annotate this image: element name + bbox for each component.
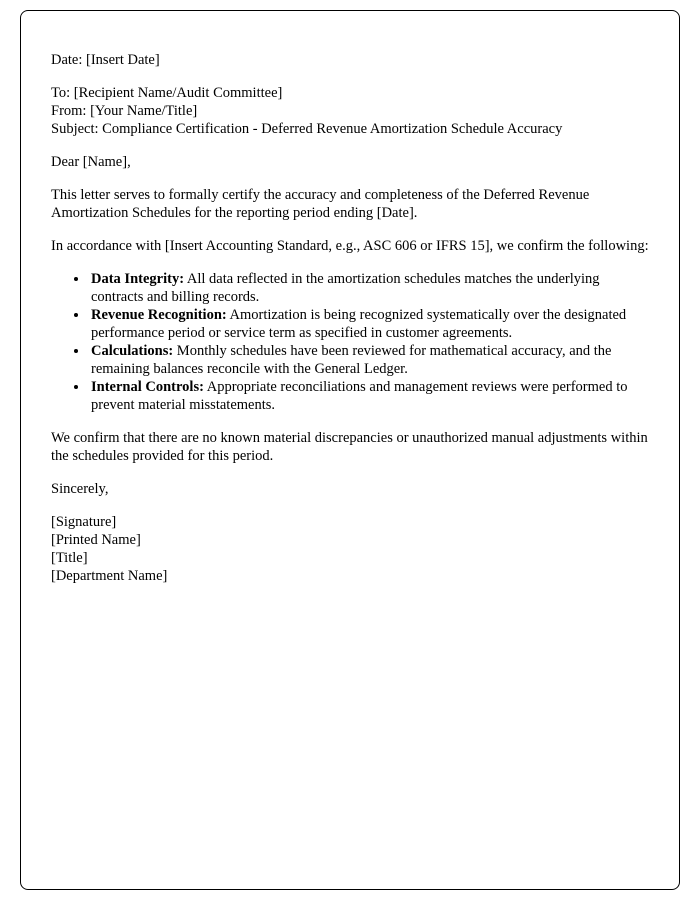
list-item — [89, 342, 649, 378]
intro-paragraph: This letter serves to formally certify the accuracy and completeness of the Deferred Revenue Amortization Schedules for the reporting period ending [Date]. — [51, 187, 590, 221]
list-item — [89, 378, 649, 414]
certification-points-list — [51, 270, 649, 414]
to-line: To: [Recipient Name/Audit Committee] — [51, 85, 283, 101]
confirmation-paragraph: We confirm that there are no known material discrepancies or unauthorized manual adjustments within the schedules provided for this period. — [51, 430, 648, 464]
bullet-text: All data reflected in the amortization schedules matches the underlying contracts and billing records. — [91, 271, 600, 305]
printed-name-line: [Printed Name] — [51, 532, 141, 548]
title-line: [Title] — [51, 550, 88, 566]
signature-line: [Signature] — [51, 514, 117, 530]
salutation: Dear [Name], — [51, 154, 131, 170]
letter-page — [20, 10, 680, 890]
signature-block — [51, 513, 649, 585]
bullet-label: Revenue Recognition: — [91, 307, 227, 323]
closing-line: Sincerely, — [51, 481, 109, 497]
bullet-label: Internal Controls: — [91, 379, 204, 395]
list-item — [89, 270, 649, 306]
bullet-text: Appropriate reconciliations and management reviews were performed to prevent material misstatements. — [91, 379, 628, 413]
bullet-text: Amortization is being recognized systematically over the designated performance period or service term as specified in customer agreements. — [91, 307, 627, 341]
bullet-label: Data Integrity: — [91, 271, 185, 287]
from-line: From: [Your Name/Title] — [51, 103, 198, 119]
recipient-block — [51, 84, 649, 138]
list-item — [89, 306, 649, 342]
bullet-text: Monthly schedules have been reviewed for mathematical accuracy, and the remaining balances reconcile with the General Ledger. — [91, 343, 612, 377]
bullet-label: Calculations: — [91, 343, 174, 359]
subject-line: Subject: Compliance Certification - Deferred Revenue Amortization Schedule Accuracy — [51, 121, 563, 137]
accordance-paragraph: In accordance with [Insert Accounting Standard, e.g., ASC 606 or IFRS 15], we confirm the following: — [51, 238, 649, 254]
department-line: [Department Name] — [51, 568, 168, 584]
date-line: Date: [Insert Date] — [51, 52, 160, 68]
